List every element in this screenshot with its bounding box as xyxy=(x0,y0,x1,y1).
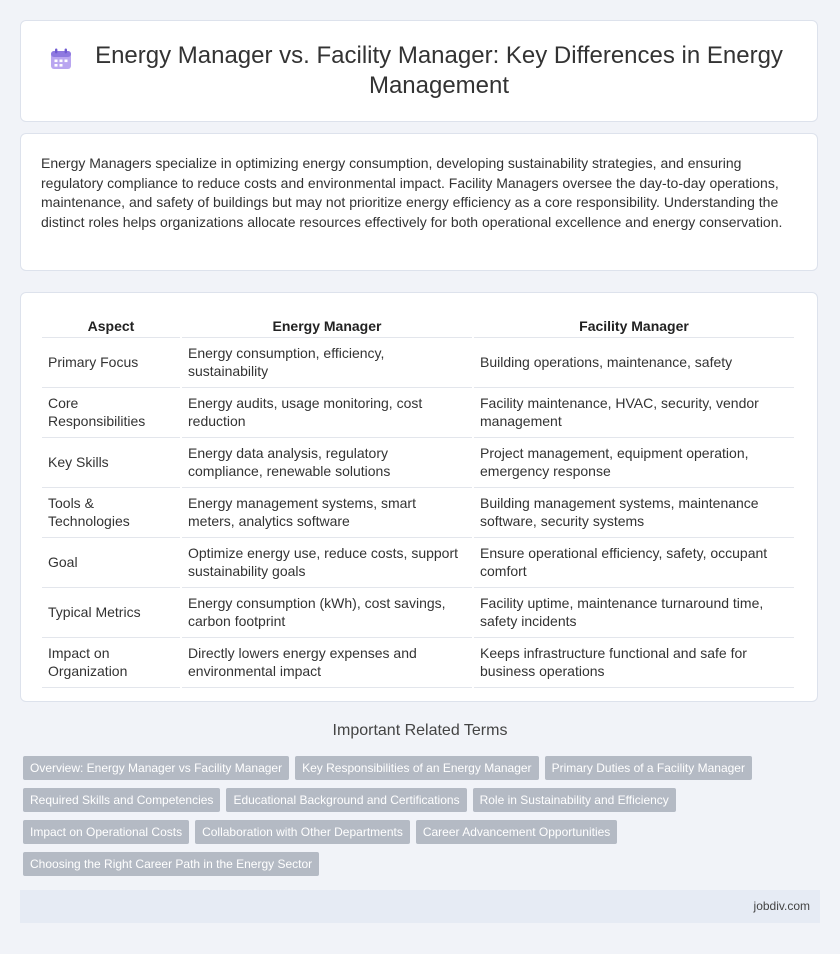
table-cell: Keeps infrastructure functional and safe for business operations xyxy=(474,638,794,688)
table-row xyxy=(42,488,794,538)
table-cell: Impact on Organization xyxy=(42,638,180,688)
table-row xyxy=(42,438,794,488)
table-cell: Energy audits, usage monitoring, cost reduction xyxy=(182,388,472,438)
table-cell: Tools & Technologies xyxy=(42,488,180,538)
table-cell: Core Responsibilities xyxy=(42,388,180,438)
header-energy-manager: Energy Manager xyxy=(182,313,472,338)
table-cell: Goal xyxy=(42,538,180,588)
related-term-tag[interactable]: Overview: Energy Manager vs Facility Manager xyxy=(23,756,289,780)
table-row xyxy=(42,338,794,388)
comparison-table xyxy=(40,313,796,688)
title-card xyxy=(20,20,818,122)
table-cell: Typical Metrics xyxy=(42,588,180,638)
related-terms-list xyxy=(23,756,813,884)
table-cell: Primary Focus xyxy=(42,338,180,388)
header-facility-manager: Facility Manager xyxy=(474,313,794,338)
table-row xyxy=(42,638,794,688)
table-cell: Energy data analysis, regulatory compliance, renewable solutions xyxy=(182,438,472,488)
related-term-tag[interactable]: Required Skills and Competencies xyxy=(23,788,220,812)
table-cell: Building management systems, maintenance software, security systems xyxy=(474,488,794,538)
related-term-tag[interactable]: Impact on Operational Costs xyxy=(23,820,189,844)
table-cell: Facility uptime, maintenance turnaround time, safety incidents xyxy=(474,588,794,638)
table-cell: Ensure operational efficiency, safety, occupant comfort xyxy=(474,538,794,588)
table-cell: Directly lowers energy expenses and environmental impact xyxy=(182,638,472,688)
related-terms-heading: Important Related Terms xyxy=(332,722,508,739)
comparison-card xyxy=(20,292,818,702)
table-cell: Key Skills xyxy=(42,438,180,488)
table-cell: Building operations, maintenance, safety xyxy=(474,338,794,388)
table-cell: Energy consumption, efficiency, sustainability xyxy=(182,338,472,388)
table-row xyxy=(42,588,794,638)
table-cell: Energy consumption (kWh), cost savings, carbon footprint xyxy=(182,588,472,638)
related-term-tag[interactable]: Educational Background and Certifications xyxy=(226,788,466,812)
footer-site-link[interactable]: jobdiv.com xyxy=(753,899,810,913)
footer xyxy=(20,890,820,923)
related-term-tag[interactable]: Primary Duties of a Facility Manager xyxy=(545,756,752,780)
table-header-row xyxy=(42,313,794,338)
table-row xyxy=(42,388,794,438)
intro-card xyxy=(20,133,818,271)
table-cell: Energy management systems, smart meters, analytics software xyxy=(182,488,472,538)
header-aspect: Aspect xyxy=(42,313,180,338)
table-row xyxy=(42,538,794,588)
table-cell: Optimize energy use, reduce costs, support sustainability goals xyxy=(182,538,472,588)
page-title: Energy Manager vs. Facility Manager: Key Differences in Energy Management xyxy=(95,42,783,99)
title-wrap xyxy=(49,41,789,101)
related-term-tag[interactable]: Choosing the Right Career Path in the Energy Sector xyxy=(23,852,319,876)
related-term-tag[interactable]: Career Advancement Opportunities xyxy=(416,820,617,844)
intro-paragraph: Energy Managers specialize in optimizing energy consumption, developing sustainability strategies, and ensuring regulatory compliance to reduce costs and environmental impact. Facility Managers oversee the day-to-day operations, maintenance, and safety of buildings but may not prioritize energy efficiency as a core responsibility. Understanding the distinct roles helps organizations allocate resources effectively for both operational excellence and energy conservation. xyxy=(41,155,783,230)
related-term-tag[interactable]: Collaboration with Other Departments xyxy=(195,820,410,844)
table-cell: Facility maintenance, HVAC, security, vendor management xyxy=(474,388,794,438)
related-term-tag[interactable]: Role in Sustainability and Efficiency xyxy=(473,788,676,812)
calendar-icon xyxy=(49,47,73,71)
table-cell: Project management, equipment operation, emergency response xyxy=(474,438,794,488)
related-term-tag[interactable]: Key Responsibilities of an Energy Manager xyxy=(295,756,538,780)
